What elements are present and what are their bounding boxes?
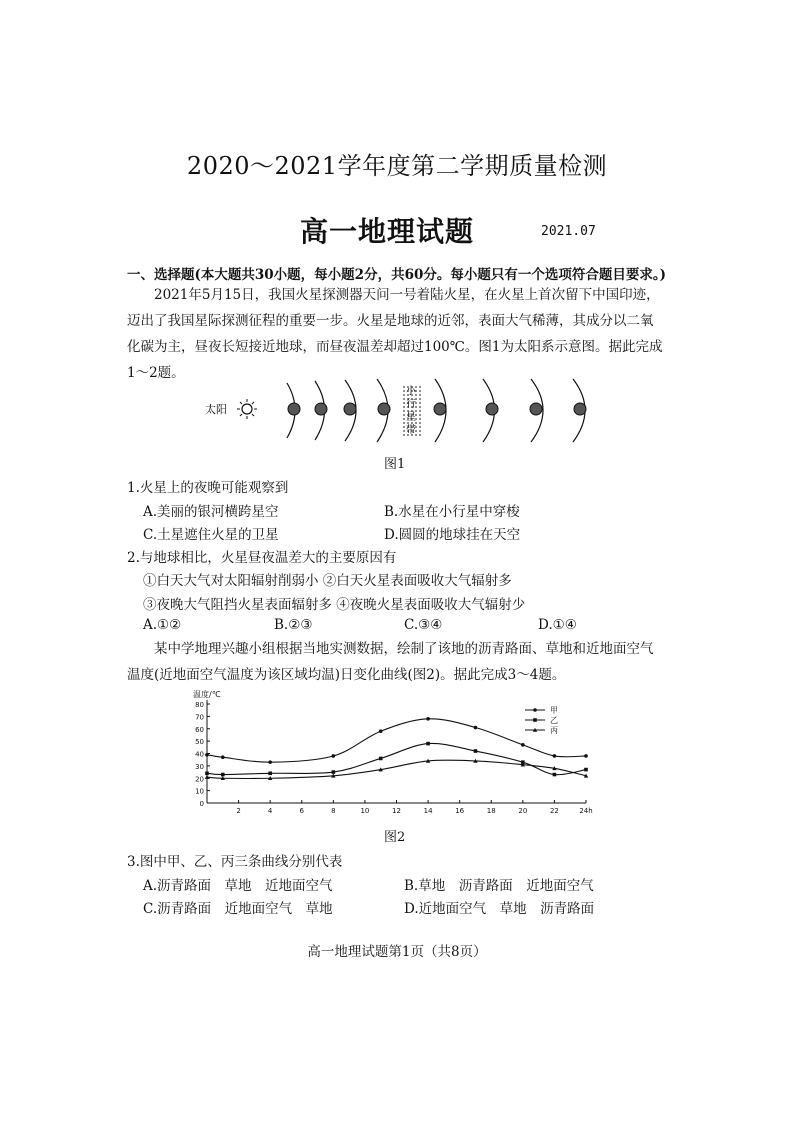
x-tick-label: 20 [518,807,528,815]
legend-label: 丙 [550,726,558,735]
x-tick-label: 8 [331,807,336,815]
data-point [221,755,225,759]
question-3-stem: 3.图中甲、乙、丙三条曲线分别代表 [127,854,343,870]
data-point [379,757,383,761]
q2-statements-1: ①白天大气对太阳辐射削弱小 ②白天火星表面吸收大气辐射多 [143,573,512,589]
planet [434,403,446,415]
q1-option-b[interactable]: B.水星在小行星中穿梭 [384,504,520,520]
page-footer: 高一地理试题第1页（共8页） [307,944,487,960]
y-tick-label: 70 [195,713,204,722]
legend-label: 甲 [550,706,558,715]
data-point [584,754,588,758]
q2-option-b[interactable]: B.②③ [274,617,313,633]
data-point [268,772,272,776]
exam-date: 2021.07 [541,224,596,239]
y-tick-label: 40 [195,750,204,759]
data-point [332,770,336,774]
series-line [207,743,586,774]
passage-1-line: 1～2题。 [127,365,185,381]
q3-option-b[interactable]: B.草地 沥青路面 近地面空气 [404,878,594,894]
sun-icon [237,399,257,419]
figure-1 [195,378,615,443]
q1-option-c[interactable]: C.土星遮住火星的卫星 [143,527,279,543]
data-point [584,768,588,772]
y-tick-label: 10 [195,787,204,796]
chart-series [205,717,588,780]
data-point [426,742,430,746]
data-point [379,729,383,733]
q2-option-c[interactable]: C.③④ [404,617,443,633]
q3-option-c[interactable]: C.沥青路面 近地面空气 草地 [143,901,333,917]
x-tick-label: 16 [455,807,465,815]
passage-2-line: 温度(近地面空气温度为该区域均温)日变化曲线(图2)。据此完成3～4题。 [127,667,566,683]
figure-1-caption: 图1 [384,457,406,472]
data-point [221,773,225,777]
question-2-stem: 2.与地球相比，火星昼夜温差大的主要原因有 [127,550,397,566]
y-axis-label: 温度/℃ [193,690,221,699]
passage-1-line: 2021年5月15日，我国火星探测器天问一号着陆火星，在火星上首次留下中国印迹， [154,287,660,303]
figure-2-caption: 图2 [384,830,406,845]
sun-label: 太阳 [205,403,227,416]
passage-1-line: 化碳为主，昼夜长短接近地球，而昼夜温差却超过100℃。图1为太阳系示意图。据此完成 [127,339,663,355]
exam-subtitle: 高一地理试题 [300,215,475,248]
data-point [268,760,272,764]
belt-label-char: 星 [406,412,416,423]
planet [344,403,356,415]
y-tick-label: 0 [199,800,204,808]
q2-option-a[interactable]: A.①② [143,617,182,633]
x-tick-label: 14 [423,807,433,815]
section-heading: 一、选择题(本大题共30小题，每小题2分，共60分。每小题只有一个选项符合题目要求。) [127,267,666,283]
data-point [553,773,557,777]
data-point [426,717,430,721]
belt-label-char: 小 [406,386,416,397]
exam-title: 2020～2021学年度第二学期质量检测 [186,152,608,180]
y-tick-label: 80 [195,701,204,709]
data-point [521,743,525,747]
belt-label-char: 行 [406,399,416,410]
data-point [474,726,478,730]
y-tick-label: 20 [195,775,204,784]
passage-2 [127,636,667,688]
data-point [205,753,209,757]
data-point [332,754,336,758]
data-point [553,754,557,758]
data-point [533,718,537,722]
belt-label-char: 带 [406,425,416,436]
data-point [533,708,537,712]
chart-axes [207,700,586,803]
data-point [474,749,478,753]
solar-system-diagram [195,378,615,443]
x-tick-label: 24h [579,807,593,815]
x-tick-label: 22 [549,807,559,815]
planet [378,403,390,415]
q2-option-d[interactable]: D.①④ [538,617,577,633]
planet [530,403,542,415]
planet [315,403,327,415]
temperature-chart [190,690,610,820]
data-point [205,772,209,776]
series-line [207,719,586,762]
chart-legend [525,706,558,735]
planet [486,403,498,415]
series-line [207,760,586,778]
legend-label: 乙 [550,716,558,725]
q3-option-a[interactable]: A.沥青路面 草地 近地面空气 [143,878,333,894]
passage-1-line: 迈出了我国星际探测征程的重要一步。火星是地球的近邻，表面大气稀薄，其成分以二氧 [127,313,654,329]
question-1-stem: 1.火星上的夜晚可能观察到 [127,480,289,496]
passage-2-line: 某中学地理兴趣小组根据当地实测数据，绘制了该地的沥青路面、草地和近地面空气 [154,641,654,657]
chart-ticks [195,701,593,815]
series-乙 [205,742,588,777]
series-甲 [205,717,588,764]
figure-2 [190,690,610,820]
q1-option-a[interactable]: A.美丽的银河横跨星空 [143,504,279,520]
x-tick-label: 2 [236,807,241,815]
x-tick-label: 18 [486,807,496,815]
q1-option-d[interactable]: D.圆圆的地球挂在天空 [384,527,521,543]
planet [574,403,586,415]
planet [288,403,300,415]
y-tick-label: 50 [195,738,204,747]
q2-statements-2: ③夜晚大气阻挡火星表面辐射多 ④夜晚火星表面吸收大气辐射少 [143,597,526,613]
q3-option-d[interactable]: D.近地面空气 草地 沥青路面 [404,901,595,917]
y-tick-label: 60 [195,725,204,734]
x-tick-label: 12 [392,807,401,815]
x-tick-label: 10 [360,807,370,815]
passage-1 [127,282,667,386]
y-tick-label: 30 [195,762,204,771]
x-tick-label: 6 [299,807,304,815]
x-tick-label: 4 [267,807,273,815]
